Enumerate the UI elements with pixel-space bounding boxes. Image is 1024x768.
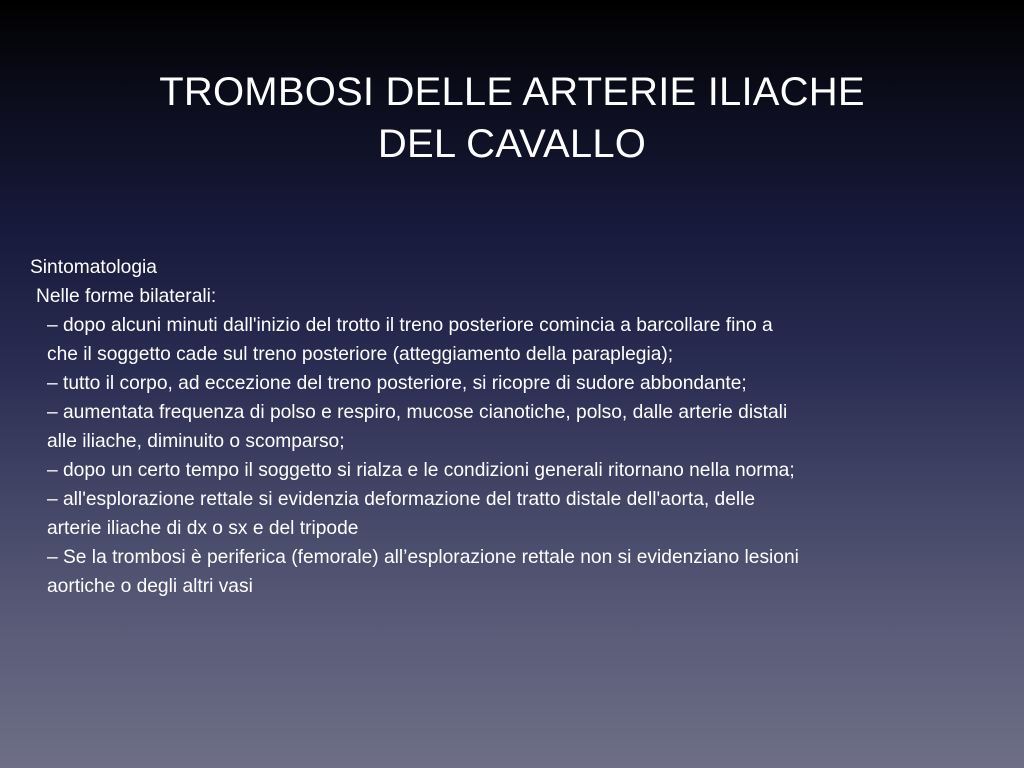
symptom-line: che il soggetto cade sul treno posteriore (atteggiamento della paraplegia); <box>47 344 674 365</box>
section-subheading: Nelle forme bilaterali: <box>36 286 217 307</box>
slide-body <box>30 253 1010 601</box>
symptom-line: aortiche o degli altri vasi <box>47 576 253 597</box>
symptom-line: – all'esplorazione rettale si evidenzia deformazione del tratto distale dell'aorta, delle <box>47 489 756 510</box>
symptom-line: – tutto il corpo, ad eccezione del treno posteriore, si ricopre di sudore abbondante; <box>47 373 747 394</box>
slide-title <box>60 66 964 170</box>
symptom-line: – dopo alcuni minuti dall'inizio del trotto il treno posteriore comincia a barcollare fino a <box>47 315 773 336</box>
slide-title-line-1: TROMBOSI DELLE ARTERIE ILIACHE <box>159 70 865 114</box>
symptom-line: alle iliache, diminuito o scomparso; <box>47 431 345 452</box>
section-heading: Sintomatologia <box>30 257 157 278</box>
slide-title-line-2: DEL CAVALLO <box>377 122 647 166</box>
symptom-line: arterie iliache di dx o sx e del tripode <box>47 518 359 539</box>
symptom-line: – Se la trombosi è periferica (femorale) all’esplorazione rettale non si evidenziano lesioni <box>47 547 799 568</box>
symptom-line: – dopo un certo tempo il soggetto si rialza e le condizioni generali ritornano nella norma; <box>47 460 795 481</box>
symptom-line: – aumentata frequenza di polso e respiro, mucose cianotiche, polso, dalle arterie distali <box>47 402 788 423</box>
